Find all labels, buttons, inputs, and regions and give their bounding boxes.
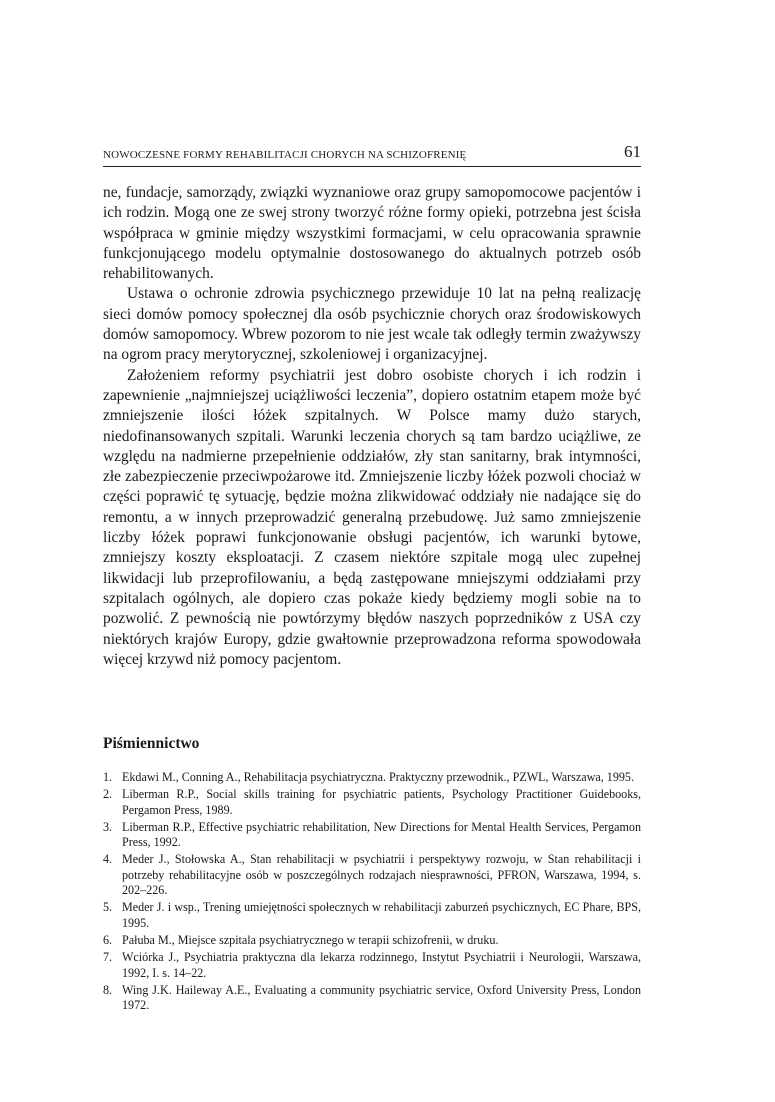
reference-number: 8. <box>103 982 113 997</box>
reference-number: 5. <box>103 900 113 915</box>
reference-item <box>103 787 641 818</box>
reference-number: 6. <box>103 932 113 947</box>
reference-number: 4. <box>103 852 113 867</box>
paragraph: Ustawa o ochronie zdrowia psychicznego przewiduje 10 lat na pełną realizację sieci domów pomocy społecznej dla osób psychicznie chorych oraz środowiskowych domów samopomocy. Wbrew pozorom to nie jest wcale tak odległy termin zważywszy na ogrom pracy merytorycznej, szkoleniowej i organizacyjnej. <box>103 285 641 364</box>
reference-item <box>103 852 641 899</box>
reference-item <box>103 770 641 786</box>
reference-number: 1. <box>103 770 113 784</box>
reference-item <box>103 933 641 949</box>
reference-item <box>103 820 641 851</box>
paragraph: Założeniem reformy psychiatrii jest dobro osobiste chorych i ich rodzin i zapewnienie „najmniejszej uciążliwości leczenia”, dopiero ostatnim etapem może być zmniejszenie ilości łóżek szpitalnych. W Polsce mamy dużo starych, niedofinansowanych szpitali. Warunki leczenia chorych są tam bardzo uciążliwe, ze względu na nadmierne przepełnienie oddziałów, zły stan sanitarny, brak intymności, złe zabezpieczenie przeciwpożarowe itd. Zmniejszenie liczby łóżek pozwoli chociaż w części poprawić tę sytuację, będzie można zlikwidować oddziały nie nadające się do remontu, a w innych przeprowadzić generalną przebudowę. Już samo zmniejszenie liczby łóżek poprawi funkcjonowanie obsługi pacjentów, ich warunki bytowe, zmniejszy koszty eksploatacji. Z czasem niektóre szpitale mogą ulec zupełnej likwidacji lub przeprofilowaniu, a będą zastępowane mniejszymi oddziałami przy szpitalach ogólnych, ale dopiero czas pokaże kiedy będziemy mogli sobie na to pozwolić. Z pewnością nie powtórzymy błędów naszych poprzedników z USA czy niektórych krajów Europy, gdzie gwałtownie przeprowadzona reforma spowodowała więcej krzywd niż pomocy pacjentom. <box>103 366 641 668</box>
reference-number: 7. <box>103 950 113 965</box>
reference-text: Meder J. i wsp., Trening umiejętności społecznych w rehabilitacji zaburzeń psychicznych, EC Phare, BPS, 1995. <box>122 900 641 930</box>
reference-item <box>103 983 641 1014</box>
reference-number: 2. <box>103 787 113 802</box>
running-header <box>103 140 641 167</box>
references-heading: Piśmiennictwo <box>103 735 200 752</box>
reference-text: Liberman R.P., Social skills training for psychiatric patients, Psychology Practitioner Guidebooks, Pergamon Press, 1989. <box>122 787 641 817</box>
reference-text: Wing J.K. Haileway A.E., Evaluating a community psychiatric service, Oxford University Press, London 1972. <box>122 982 641 1013</box>
reference-text: Pałuba M., Miejsce szpitala psychiatrycznego w terapii schizofrenii, w druku. <box>122 932 499 947</box>
reference-text: Wciórka J., Psychiatria praktyczna dla lekarza rodzinnego, Instytut Psychiatrii i Neurologii, Warszawa, 1992, I. s. 14–22. <box>122 950 641 980</box>
reference-item <box>103 900 641 931</box>
reference-number: 3. <box>103 819 113 834</box>
reference-text: Ekdawi M., Conning A., Rehabilitacja psychiatryczna. Praktyczny przewodnik., PZWL, Warszawa, 1995. <box>122 770 634 784</box>
paragraph: ne, fundacje, samorządy, związki wyznaniowe oraz grupy samopomocowe pacjentów i ich rodzin. Mogą one ze swej strony tworzyć różne formy opieki, potrzebna jest ścisła współpraca w gminie między wszystkimi formacjami, w celu opracowania sprawnie funkcjonującego modelu optymalnie dostosowanego do aktualnych potrzeb osób rehabilitowanych. <box>103 184 641 283</box>
reference-text: Liberman R.P., Effective psychiatric rehabilitation, New Directions for Mental Health Services, Pergamon Press, 1992. <box>122 819 641 850</box>
page-number: 61 <box>624 142 641 161</box>
running-title: NOWOCZESNE FORMY REHABILITACJI CHORYCH NA SCHIZOFRENIĘ <box>103 149 467 161</box>
reference-text: Meder J., Stołowska A., Stan rehabilitacji w psychiatrii i perspektywy rozwoju, w Stan rehabilitacji i potrzeby rehabilitacyjne osób w poszczególnych rodzajach niesprawności, PFRON, Warszawa, 1994, s. 202–226. <box>122 852 641 898</box>
reference-list <box>103 770 641 1015</box>
reference-item <box>103 950 641 981</box>
body-text <box>103 183 641 670</box>
